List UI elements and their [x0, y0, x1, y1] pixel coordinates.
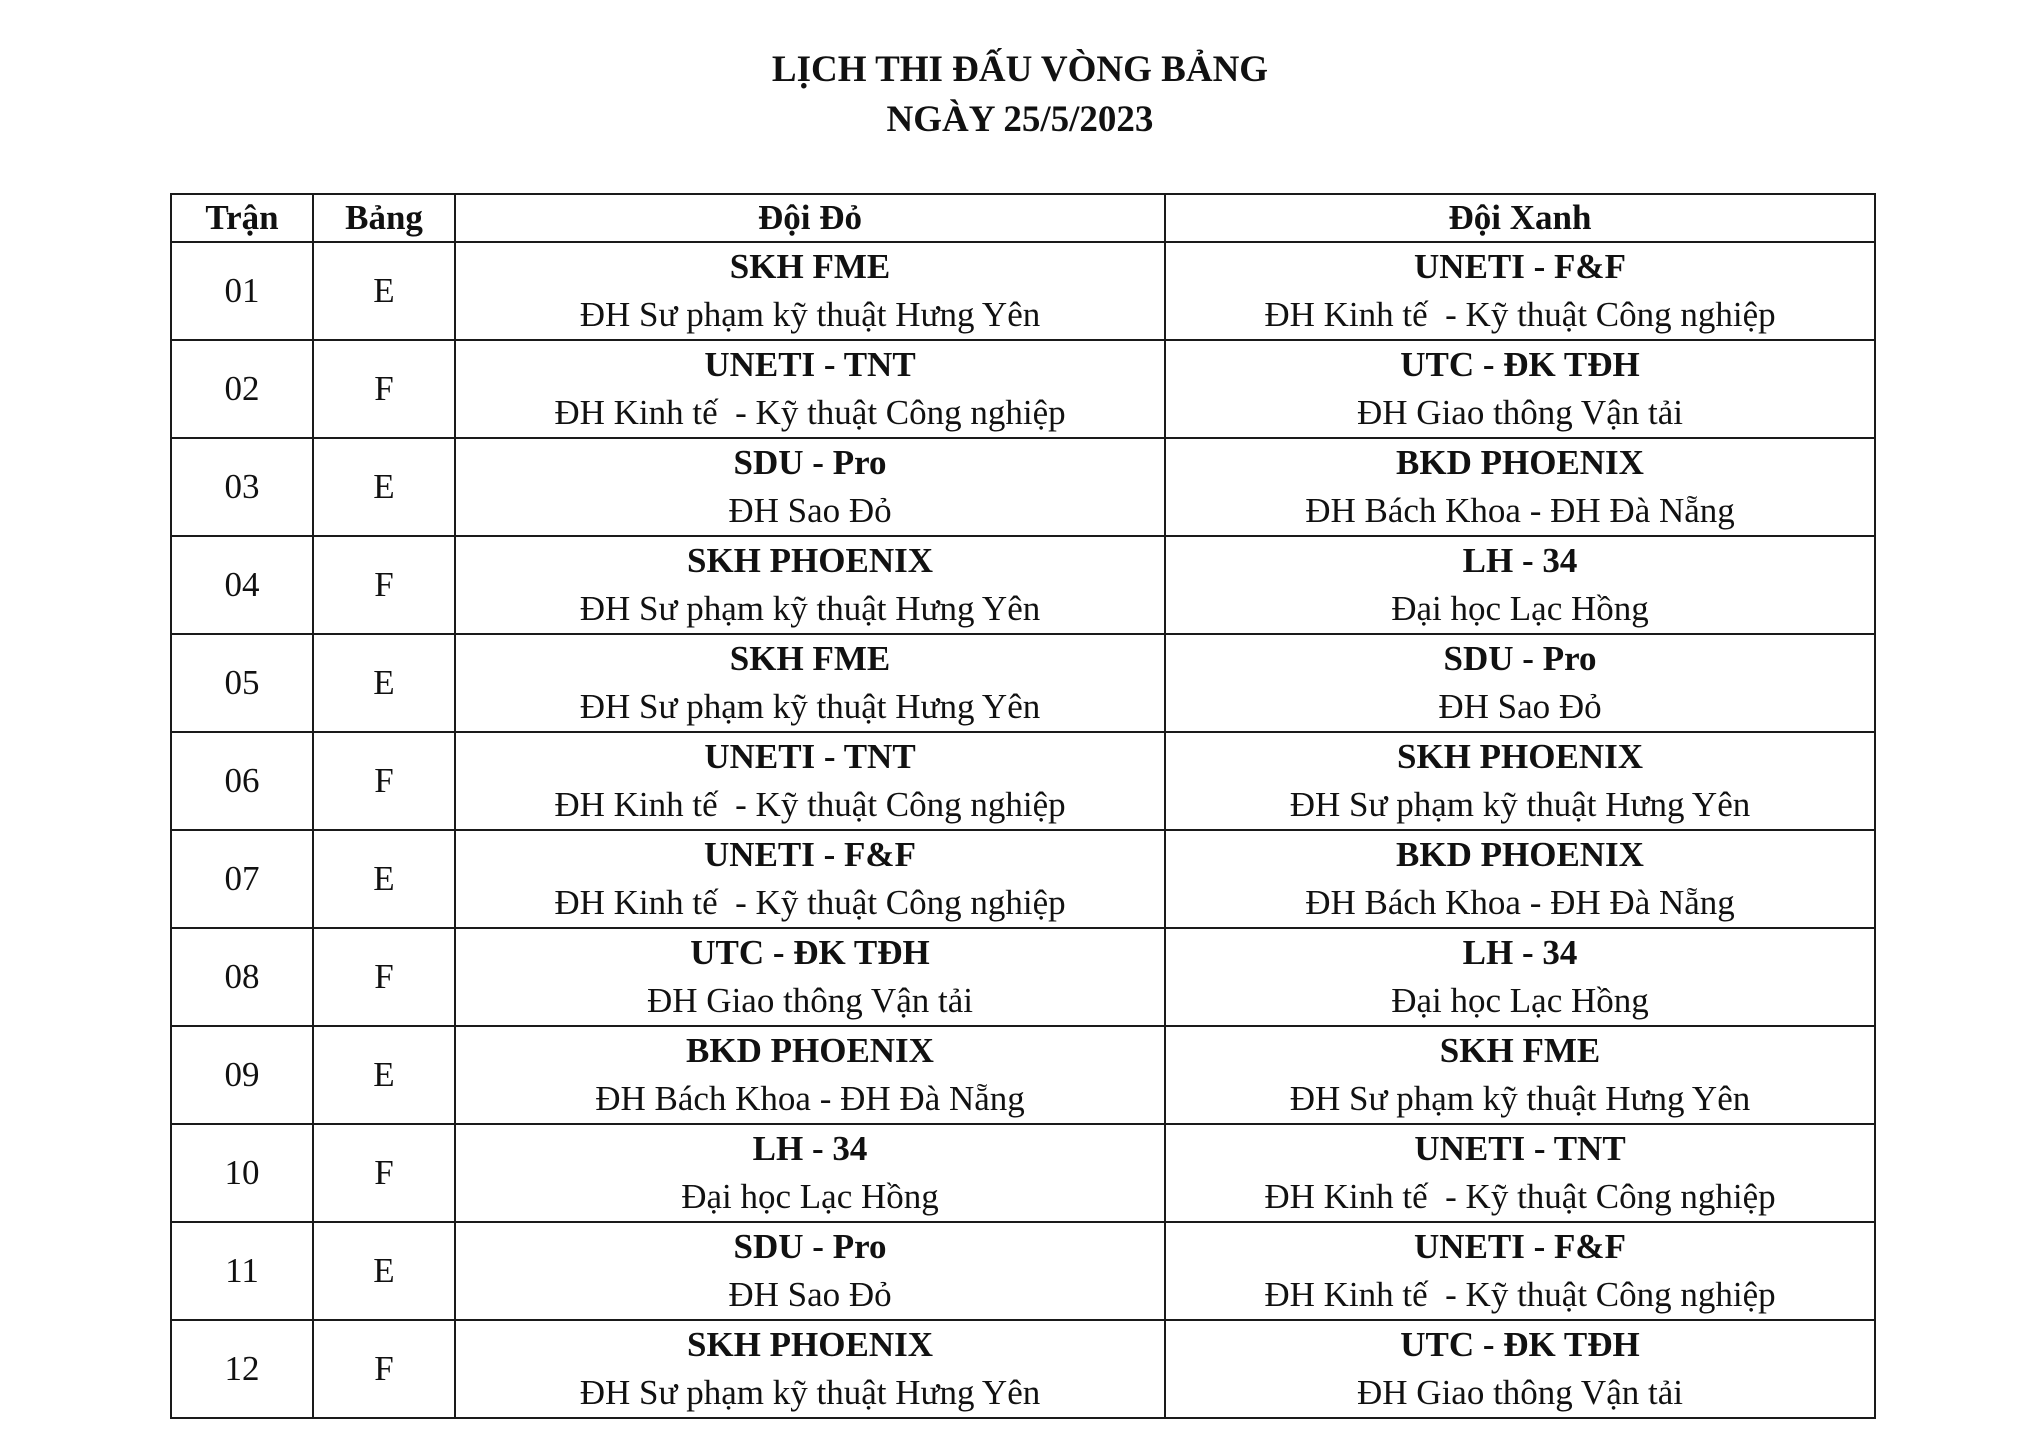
table-row [171, 340, 1875, 438]
table-row [171, 438, 1875, 536]
blue-team-name: UTC - ĐK TĐH [1400, 345, 1640, 384]
group-cell: F [313, 928, 455, 1026]
table-row [171, 732, 1875, 830]
match-number: 04 [171, 536, 313, 634]
red-team-university: ĐH Sư phạm kỹ thuật Hưng Yên [579, 295, 1041, 334]
red-team-name: SDU - Pro [733, 443, 887, 482]
red-team-university: ĐH Sư phạm kỹ thuật Hưng Yên [579, 1373, 1041, 1412]
match-number: 06 [171, 732, 313, 830]
red-team-university: ĐH Sao Đỏ [728, 491, 892, 530]
header-match: Trận [171, 194, 313, 242]
blue-team-name: UNETI - F&F [1414, 1227, 1626, 1266]
blue-team-name: UNETI - TNT [1414, 1129, 1626, 1168]
red-team-name: BKD PHOENIX [686, 1031, 934, 1070]
red-team-cell [455, 928, 1165, 1026]
group-cell: E [313, 830, 455, 928]
blue-team-university: Đại học Lạc Hồng [1391, 589, 1649, 628]
red-team-name: SDU - Pro [733, 1227, 887, 1266]
blue-team-university: ĐH Bách Khoa - ĐH Đà Nẵng [1305, 491, 1735, 530]
blue-team-university: ĐH Sư phạm kỹ thuật Hưng Yên [1289, 1079, 1751, 1118]
blue-team-cell [1165, 1124, 1875, 1222]
blue-team-cell [1165, 634, 1875, 732]
red-team-university: ĐH Kinh tế - Kỹ thuật Công nghiệp [554, 883, 1066, 922]
table-row [171, 928, 1875, 1026]
group-cell: F [313, 1320, 455, 1418]
table-row [171, 536, 1875, 634]
red-team-cell [455, 1222, 1165, 1320]
header-group: Bảng [313, 194, 455, 242]
blue-team-university: ĐH Sư phạm kỹ thuật Hưng Yên [1289, 785, 1751, 824]
blue-team-university: ĐH Sao Đỏ [1438, 687, 1602, 726]
blue-team-cell [1165, 1026, 1875, 1124]
red-team-name: UTC - ĐK TĐH [690, 933, 930, 972]
red-team-name: SKH FME [729, 639, 891, 678]
table-row [171, 634, 1875, 732]
red-team-name: UNETI - TNT [704, 345, 916, 384]
blue-team-name: LH - 34 [1462, 933, 1578, 972]
table-row [171, 242, 1875, 340]
red-team-cell [455, 1124, 1165, 1222]
table-row [171, 1026, 1875, 1124]
match-number: 07 [171, 830, 313, 928]
group-cell: E [313, 1222, 455, 1320]
blue-team-name: UTC - ĐK TĐH [1400, 1325, 1640, 1364]
red-team-cell [455, 1320, 1165, 1418]
red-team-university: Đại học Lạc Hồng [681, 1177, 939, 1216]
match-number: 02 [171, 340, 313, 438]
match-number: 08 [171, 928, 313, 1026]
red-team-cell [455, 340, 1165, 438]
group-cell: F [313, 1124, 455, 1222]
red-team-name: UNETI - TNT [704, 737, 916, 776]
blue-team-university: ĐH Kinh tế - Kỹ thuật Công nghiệp [1264, 1177, 1776, 1216]
blue-team-cell [1165, 732, 1875, 830]
red-team-cell [455, 1026, 1165, 1124]
table-row [171, 830, 1875, 928]
group-cell: E [313, 634, 455, 732]
blue-team-name: BKD PHOENIX [1396, 443, 1644, 482]
match-number: 03 [171, 438, 313, 536]
red-team-university: ĐH Sư phạm kỹ thuật Hưng Yên [579, 589, 1041, 628]
schedule-table [170, 193, 1876, 1419]
blue-team-name: BKD PHOENIX [1396, 835, 1644, 874]
group-cell: E [313, 438, 455, 536]
blue-team-name: SKH PHOENIX [1396, 737, 1643, 776]
red-team-university: ĐH Kinh tế - Kỹ thuật Công nghiệp [554, 785, 1066, 824]
group-cell: E [313, 242, 455, 340]
blue-team-name: SKH FME [1439, 1031, 1601, 1070]
table-row [171, 1124, 1875, 1222]
header-red-team: Đội Đỏ [455, 194, 1165, 242]
group-cell: F [313, 340, 455, 438]
red-team-cell [455, 242, 1165, 340]
blue-team-cell [1165, 242, 1875, 340]
red-team-cell [455, 830, 1165, 928]
blue-team-cell [1165, 1320, 1875, 1418]
group-cell: E [313, 1026, 455, 1124]
red-team-name: LH - 34 [752, 1129, 868, 1168]
blue-team-university: ĐH Giao thông Vận tải [1357, 1373, 1683, 1412]
red-team-name: UNETI - F&F [704, 835, 916, 874]
schedule-body [171, 242, 1875, 1418]
match-number: 01 [171, 242, 313, 340]
match-number: 12 [171, 1320, 313, 1418]
blue-team-cell [1165, 340, 1875, 438]
red-team-name: SKH PHOENIX [686, 1325, 933, 1364]
header-blue-team: Đội Xanh [1165, 194, 1875, 242]
blue-team-university: ĐH Kinh tế - Kỹ thuật Công nghiệp [1264, 295, 1776, 334]
blue-team-university: Đại học Lạc Hồng [1391, 981, 1649, 1020]
red-team-cell [455, 732, 1165, 830]
red-team-name: SKH FME [729, 247, 891, 286]
red-team-university: ĐH Kinh tế - Kỹ thuật Công nghiệp [554, 393, 1066, 432]
page-title: LỊCH THI ĐẤU VÒNG BẢNG [771, 49, 1269, 90]
red-team-university: ĐH Sao Đỏ [728, 1275, 892, 1314]
red-team-cell [455, 536, 1165, 634]
blue-team-name: SDU - Pro [1443, 639, 1597, 678]
red-team-cell [455, 438, 1165, 536]
blue-team-university: ĐH Giao thông Vận tải [1357, 393, 1683, 432]
match-number: 10 [171, 1124, 313, 1222]
table-row [171, 1222, 1875, 1320]
match-number: 09 [171, 1026, 313, 1124]
red-team-cell [455, 634, 1165, 732]
red-team-university: ĐH Sư phạm kỹ thuật Hưng Yên [579, 687, 1041, 726]
blue-team-cell [1165, 1222, 1875, 1320]
red-team-university: ĐH Giao thông Vận tải [647, 981, 973, 1020]
table-header-row [171, 194, 1875, 242]
group-cell: F [313, 732, 455, 830]
table-row [171, 1320, 1875, 1418]
red-team-university: ĐH Bách Khoa - ĐH Đà Nẵng [595, 1079, 1025, 1118]
blue-team-university: ĐH Bách Khoa - ĐH Đà Nẵng [1305, 883, 1735, 922]
blue-team-name: UNETI - F&F [1414, 247, 1626, 286]
match-number: 11 [171, 1222, 313, 1320]
match-number: 05 [171, 634, 313, 732]
blue-team-name: LH - 34 [1462, 541, 1578, 580]
group-cell: F [313, 536, 455, 634]
blue-team-cell [1165, 438, 1875, 536]
blue-team-cell [1165, 536, 1875, 634]
red-team-name: SKH PHOENIX [686, 541, 933, 580]
blue-team-cell [1165, 830, 1875, 928]
blue-team-cell [1165, 928, 1875, 1026]
page-subtitle-date: NGÀY 25/5/2023 [886, 99, 1154, 140]
blue-team-university: ĐH Kinh tế - Kỹ thuật Công nghiệp [1264, 1275, 1776, 1314]
